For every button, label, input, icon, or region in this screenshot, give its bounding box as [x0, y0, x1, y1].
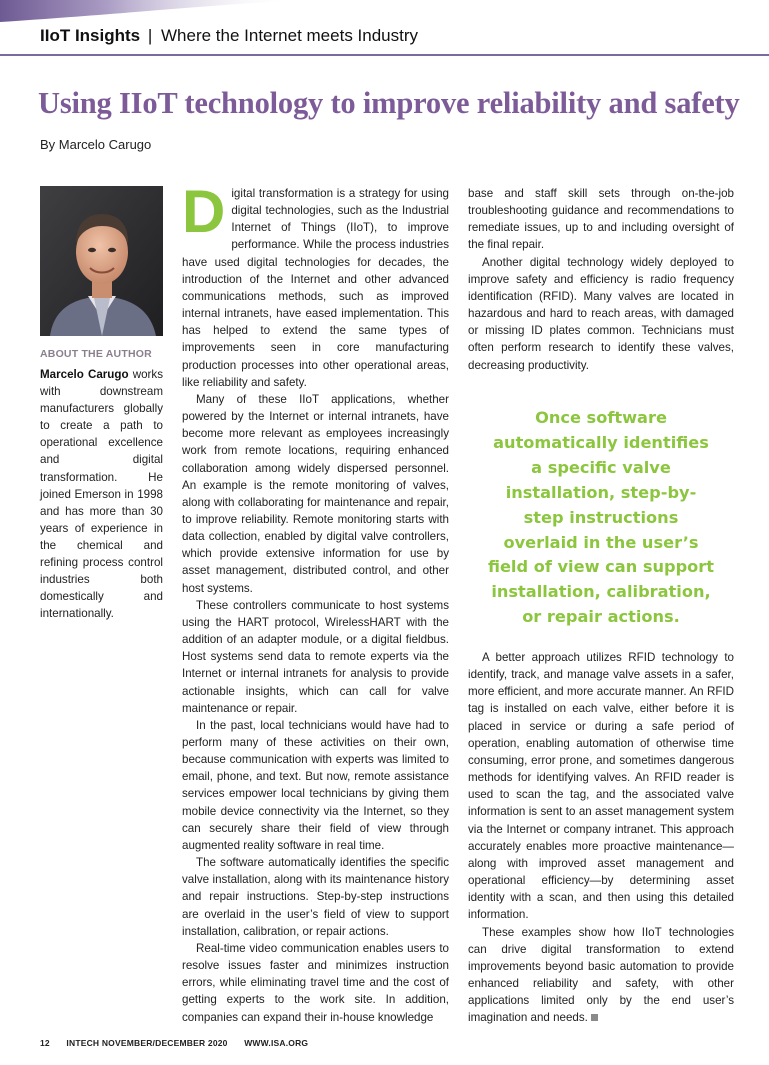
article-column-right-bottom	[468, 649, 734, 1026]
page-footer	[40, 1038, 322, 1048]
body-paragraph-5: The software automatically identifies the specific valve installation, along with its maintenance history and repair instructions. Step-by-step instructions are overlaid in the user’s field of view to support installation, calibration, or repair actions.	[182, 856, 449, 938]
issue-label: INTECH NOVEMBER/DECEMBER 2020	[66, 1038, 228, 1048]
author-bio	[40, 366, 163, 622]
body-paragraph-7: Another digital technology widely deployed to improve safety and efficiency is radio frequency identification (RFID). Many valves are located in hazardous and hard to reach areas, with damaged or missing ID plates common. Technicians must often perform research to identify these valves, decreasing productivity.	[468, 255, 734, 372]
author-sidebar	[40, 186, 163, 622]
website-label: WWW.ISA.ORG	[244, 1038, 309, 1048]
pull-quote: Once software automatically identifies a specific valve installation, step-by-step instructions overlaid in the user’s field of view can support installation, calibration, or repair actions.	[487, 408, 715, 627]
body-paragraph-8: A better approach utilizes RFID technology to identify, track, and manage valve assets in a safer, more efficient, and more accurate manner. An RFID tag is installed on each valve, either before it is placed in service or during a safe period of operation, enabling automation of otherwise time consuming, error prone, and sometimes dangerous methods for identifying valves. An RFID reader is used to scan the tag, and the associated valve information is sent to an asset management system via the Internet or company intranet. This approach accurately enables more proactive maintenance—along with improved asset management and operational efficiency—by determining asset identity with a scan, and then using this detailed information.	[468, 651, 734, 922]
drop-cap: D	[182, 178, 226, 245]
author-bio-text: works with downstream manufacturers globally to create a path to operational excellence and digital transformation. He joined Emerson in 1998 and has more than 30 years of experience in the chemical and refining process control industries both domestically and internationally.	[40, 368, 163, 621]
about-the-author-heading: ABOUT THE AUTHOR	[40, 348, 152, 360]
body-paragraph-4: In the past, local technicians would have had to perform many of these activities on their own, because communication with experts was limited to email, phone, and text. But now, remote assistance services empower local technicians by giving them mobile device connectivity via the Internet, so they can securely share their field of view through augmented reality software in real time.	[182, 718, 449, 852]
section-tagline: Where the Internet meets Industry	[161, 26, 419, 45]
section-header	[40, 26, 418, 46]
article-column-right-top	[468, 185, 734, 374]
header-rule	[0, 54, 769, 56]
body-paragraph-9	[468, 924, 734, 1027]
section-separator: |	[147, 26, 153, 45]
body-paragraph-6: Real-time video communication enables users to resolve issues faster and minimizes instruction errors, while eliminating travel time and the cost of getting experts to the work site. In addition, companies can expand their in-house knowledge	[182, 941, 449, 1024]
body-paragraph-3: These controllers communicate to host systems using the HART protocol, WirelessHART with the addition of an adapter module, or a digital fieldbus. Host systems send data to remote experts via the Internet or internal intranets for analysis to provide actionable insights, which can call for valve maintenance or repair.	[182, 598, 449, 715]
article-column-middle	[182, 178, 449, 1024]
body-paragraph-9-text: These examples show how IIoT technologies can drive digital transformation to extend improvements beyond basic automation to provide enhanced reliability and safety, with other applications limited only by the end user’s imagination and needs.	[468, 925, 734, 1025]
body-paragraph-6-continued: base and staff skill sets through on-the-job troubleshooting guidance and recommendations to remediate issues, up to and including oversight of the final repair.	[468, 187, 734, 252]
header-decoration	[0, 0, 769, 24]
body-paragraph-1	[182, 178, 449, 391]
author-name: Marcelo Carugo	[40, 368, 129, 381]
section-brand: IIoT Insights	[40, 26, 141, 45]
body-paragraph-2: Many of these IIoT applications, whether powered by the Internet or internal intranets, have become more relevant as employees increasingly work from remote locations, requiring enhanced collaboration among widely dispersed personnel. An example is the remote monitoring of valves, along with collaborating for maintenance and repair, to improve reliability. Remote monitoring starts with data collection, enabled by digital valve controllers, which provide extensive information for use by asset management, distributed control, and other host systems.	[182, 392, 449, 595]
article-byline: By Marcelo Carugo	[40, 137, 152, 152]
page-number: 12	[40, 1038, 50, 1048]
author-photo	[40, 186, 163, 336]
square-end-mark-icon	[591, 1014, 598, 1021]
article-title: Using IIoT technology to improve reliability and safety	[38, 86, 740, 120]
body-paragraph-1-text: igital transformation is a strategy for using digital technologies, such as the Industrial Internet of Things (IIoT), to improve performance. While the process industries have used digital technologies for decades, the introduction of the Internet and other advanced communications methods, such as improved internal intranets, have eased implementation. This has helped to extend the same types of improvements seen in core manufacturing production processes into other operational areas, like reliability and safety.	[182, 187, 449, 389]
